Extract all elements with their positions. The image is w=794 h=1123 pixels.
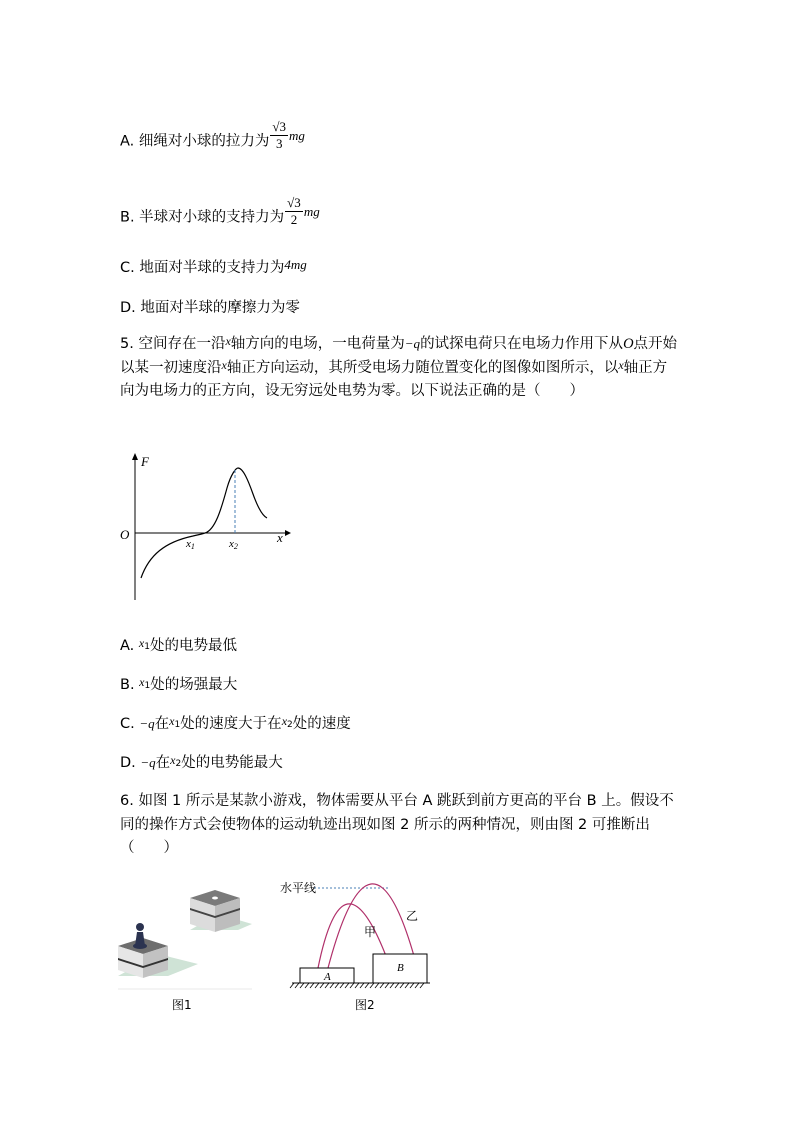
hatch-mark: [295, 983, 299, 988]
x-axis-arrow: [285, 530, 291, 536]
x1-label: x1: [186, 538, 195, 551]
hatch-mark: [365, 983, 369, 988]
hatch-mark: [375, 983, 379, 988]
figure-1-game-illustration: [118, 888, 258, 992]
hatch-mark: [415, 983, 419, 988]
unit: mg: [303, 203, 320, 219]
hatch-mark: [370, 983, 374, 988]
fraction: $\frac{√3}{3}$: [272, 119, 287, 151]
ground-hatching: [290, 983, 424, 988]
hatch-mark: [335, 983, 339, 988]
platform-b: [190, 890, 240, 932]
hatch-mark: [315, 983, 319, 988]
hatch-mark: [355, 983, 359, 988]
hatch-mark: [320, 983, 324, 988]
force-curve: [141, 468, 267, 578]
option-text: A. 细绳对小球的拉力为: [120, 133, 270, 150]
hatch-mark: [305, 983, 309, 988]
hatch-mark: [330, 983, 334, 988]
y-axis-label: F: [141, 454, 149, 469]
trajectory-jia-label: 甲: [364, 925, 377, 939]
hatch-mark: [290, 983, 294, 988]
hatch-mark: [310, 983, 314, 988]
horizontal-line-label: 水平线: [280, 881, 317, 895]
q5-option-a: A. $^x$1处的电势最低: [120, 636, 237, 654]
y-axis-arrow: [132, 453, 138, 460]
q4-option-c: [120, 256, 307, 277]
hatch-mark: [405, 983, 409, 988]
game-piece-icon: [133, 923, 147, 949]
q4-option-b: [120, 195, 320, 234]
option-text: C. 地面对半球的支持力为: [120, 260, 285, 276]
platform-a-label: A: [324, 971, 331, 983]
hatch-mark: [410, 983, 414, 988]
trajectory-yi-label: 乙: [406, 909, 419, 923]
hatch-mark: [350, 983, 354, 988]
hatch-mark: [300, 983, 304, 988]
value: 4mg: [284, 257, 307, 272]
hatch-mark: [420, 983, 424, 988]
unit: mg: [289, 127, 305, 143]
q4-option-d: D. 地面对半球的摩擦力为零: [120, 300, 300, 316]
q4-option-a: [120, 119, 305, 158]
hatch-mark: [400, 983, 404, 988]
hatch-mark: [390, 983, 394, 988]
figure-2-trajectory-diagram: [278, 876, 438, 996]
q5-option-b: B. $^x$1处的场强最大: [120, 675, 238, 693]
origin-label: O: [120, 527, 130, 542]
x2-label: x2: [229, 538, 238, 551]
figure-1-caption: 图1: [172, 998, 192, 1012]
figure-2-caption: 图2: [355, 998, 375, 1012]
fraction: $\frac{√3}{2}$: [287, 195, 301, 227]
q5-option-c: C. −q在$^x$1处的速度大于在$^x$2处的速度: [120, 714, 351, 732]
force-position-graph: [115, 450, 295, 605]
platform-b-label: B: [397, 962, 404, 974]
q5-option-d: D. −q在$^x$2处的电势能最大: [120, 753, 283, 771]
q5-stem: 5. 空间存在一沿$^x$轴方向的电场，一电荷量为−q的试探电荷只在电场力作用下从O点开始以某一初速度沿$^x$轴正方向运动，其所受电场力随位置变化的图像如图所示，以$^x$轴正方向为电场力的正方向，设无穷远处电势为零。以下说法正确的是（ ）: [120, 334, 678, 399]
q6-stem: 6. 如图 1 所示是某款小游戏，物体需要从平台 A 跳跃到前方更高的平台 B 上。假设不同的操作方式会使物体的运动轨迹出现如图 2 所示的两种情况，则由图 2 可推断出（ ）: [120, 793, 674, 856]
hatch-mark: [345, 983, 349, 988]
hatch-mark: [385, 983, 389, 988]
hatch-mark: [360, 983, 364, 988]
hatch-mark: [340, 983, 344, 988]
x-axis-label: x: [277, 530, 283, 545]
hatch-mark: [395, 983, 399, 988]
hatch-mark: [325, 983, 329, 988]
option-text: B. 半球对小球的支持力为: [120, 209, 285, 226]
hatch-mark: [380, 983, 384, 988]
